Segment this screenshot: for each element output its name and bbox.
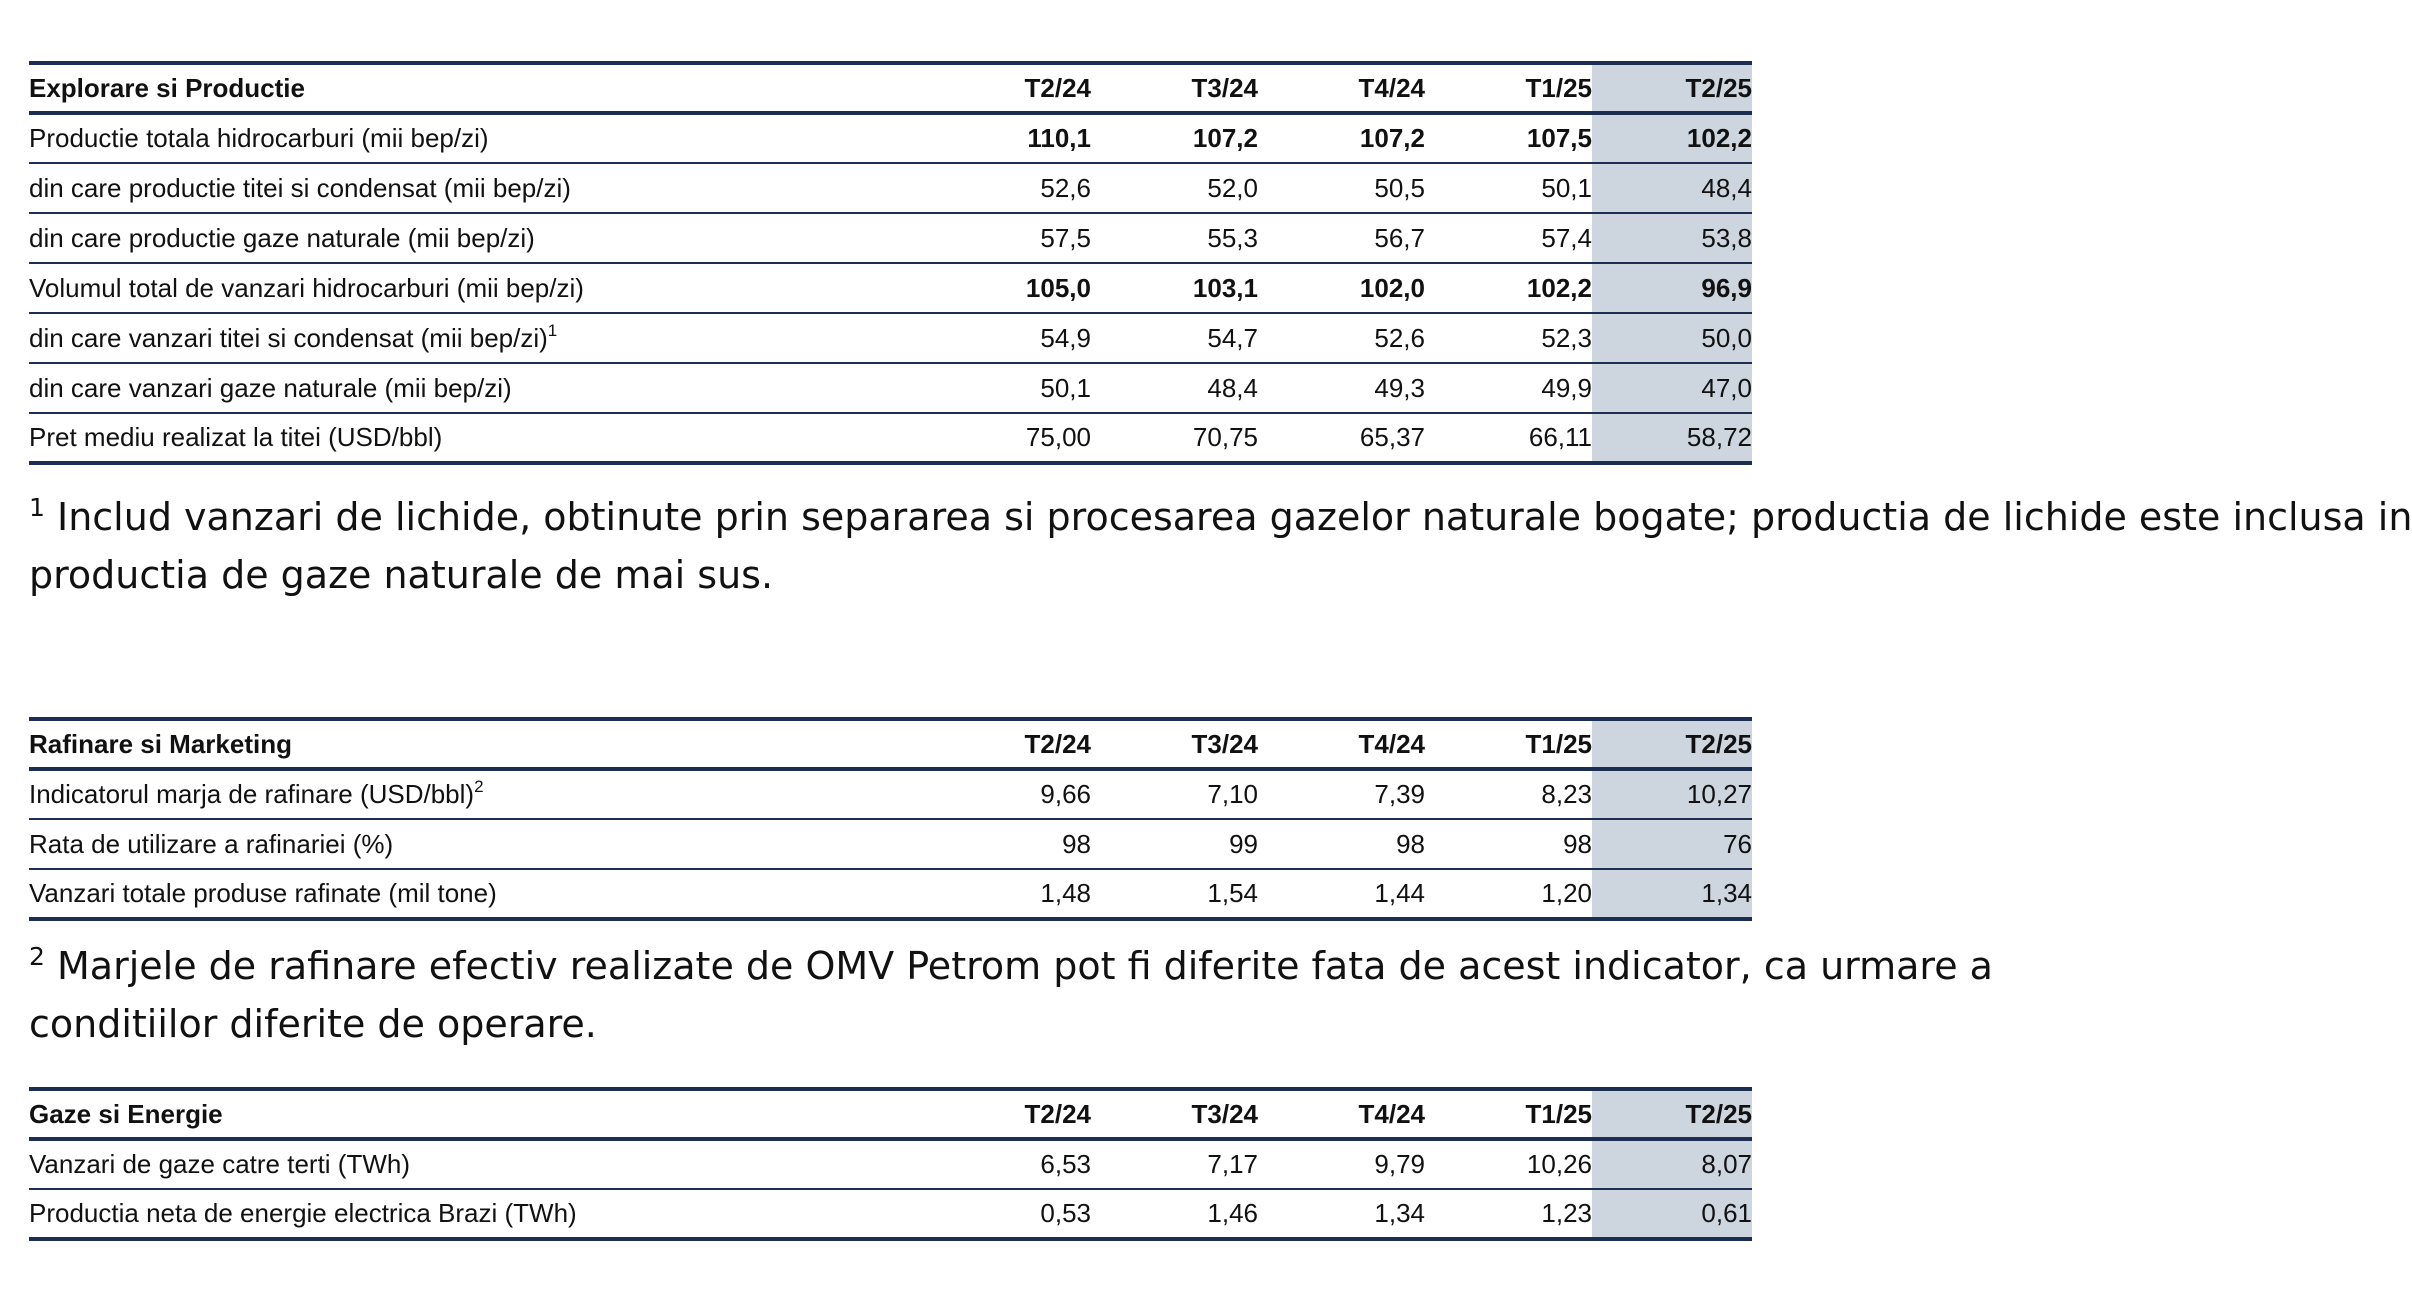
column-header-current: T2/25 bbox=[1592, 1089, 1752, 1139]
footnote-2 bbox=[29, 937, 1993, 1053]
cell-value: 57,5 bbox=[924, 213, 1091, 263]
table-header-row bbox=[29, 719, 1752, 769]
table-row bbox=[29, 163, 1752, 213]
cell-value: 49,9 bbox=[1425, 363, 1592, 413]
table-row bbox=[29, 769, 1752, 819]
cell-value: 52,6 bbox=[1258, 313, 1425, 363]
table-row bbox=[29, 869, 1752, 919]
cell-value-current: 50,0 bbox=[1592, 313, 1752, 363]
row-label-with-footnote bbox=[29, 769, 924, 819]
cell-value: 50,1 bbox=[1425, 163, 1592, 213]
table-row bbox=[29, 263, 1752, 313]
cell-value: 9,79 bbox=[1258, 1139, 1425, 1189]
cell-value: 8,23 bbox=[1425, 769, 1592, 819]
cell-value: 10,26 bbox=[1425, 1139, 1592, 1189]
row-label: Productia neta de energie electrica Brazi (TWh) bbox=[29, 1189, 924, 1239]
cell-value-current: 76 bbox=[1592, 819, 1752, 869]
cell-value: 55,3 bbox=[1091, 213, 1258, 263]
column-header: T3/24 bbox=[1091, 63, 1258, 113]
cell-value: 107,2 bbox=[1091, 113, 1258, 163]
table-row bbox=[29, 413, 1752, 463]
table-row bbox=[29, 1139, 1752, 1189]
cell-value: 1,20 bbox=[1425, 869, 1592, 919]
table-title: Gaze si Energie bbox=[29, 1089, 924, 1139]
cell-value: 110,1 bbox=[924, 113, 1091, 163]
cell-value-current: 102,2 bbox=[1592, 113, 1752, 163]
row-label: din care productie gaze naturale (mii bep/zi) bbox=[29, 213, 924, 263]
column-header: T4/24 bbox=[1258, 1089, 1425, 1139]
row-label: Pret mediu realizat la titei (USD/bbl) bbox=[29, 413, 924, 463]
cell-value: 57,4 bbox=[1425, 213, 1592, 263]
footnote-line bbox=[29, 488, 2412, 546]
row-label: din care vanzari titei si condensat (mii bep/zi) bbox=[29, 322, 548, 353]
cell-value: 107,2 bbox=[1258, 113, 1425, 163]
row-label: Productie totala hidrocarburi (mii bep/zi) bbox=[29, 113, 924, 163]
column-header: T4/24 bbox=[1258, 719, 1425, 769]
footnote-text: Includ vanzari de lichide, obtinute prin separarea si procesarea gazelor naturale bogate; productia de lichide este inclusa in bbox=[57, 495, 2412, 539]
cell-value: 98 bbox=[1425, 819, 1592, 869]
cell-value: 1,23 bbox=[1425, 1189, 1592, 1239]
cell-value: 1,54 bbox=[1091, 869, 1258, 919]
cell-value: 7,10 bbox=[1091, 769, 1258, 819]
row-label: Indicatorul marja de rafinare (USD/bbl) bbox=[29, 779, 475, 809]
row-label: Vanzari de gaze catre terti (TWh) bbox=[29, 1139, 924, 1189]
footnote-mark: 1 bbox=[29, 493, 45, 522]
table-row bbox=[29, 213, 1752, 263]
column-header: T3/24 bbox=[1091, 719, 1258, 769]
table-rafinare-marketing bbox=[29, 717, 1752, 921]
footnote-marker: 1 bbox=[547, 320, 558, 340]
cell-value-current: 10,27 bbox=[1592, 769, 1752, 819]
cell-value: 1,48 bbox=[924, 869, 1091, 919]
cell-value: 6,53 bbox=[924, 1139, 1091, 1189]
column-header: T1/25 bbox=[1425, 1089, 1592, 1139]
cell-value-current: 47,0 bbox=[1592, 363, 1752, 413]
cell-value: 99 bbox=[1091, 819, 1258, 869]
column-header: T2/24 bbox=[924, 719, 1091, 769]
cell-value: 7,17 bbox=[1091, 1139, 1258, 1189]
cell-value: 75,00 bbox=[924, 413, 1091, 463]
column-header-current: T2/25 bbox=[1592, 719, 1752, 769]
cell-value: 102,2 bbox=[1425, 263, 1592, 313]
cell-value: 54,9 bbox=[924, 313, 1091, 363]
column-header-current: T2/25 bbox=[1592, 63, 1752, 113]
cell-value: 49,3 bbox=[1258, 363, 1425, 413]
table-row bbox=[29, 313, 1752, 363]
footnote-1 bbox=[29, 488, 2412, 604]
footnote-line bbox=[29, 937, 1993, 995]
row-label: Volumul total de vanzari hidrocarburi (mii bep/zi) bbox=[29, 263, 924, 313]
cell-value: 107,5 bbox=[1425, 113, 1592, 163]
table-title: Rafinare si Marketing bbox=[29, 719, 924, 769]
row-label: Rata de utilizare a rafinariei (%) bbox=[29, 819, 924, 869]
column-header: T2/24 bbox=[924, 63, 1091, 113]
table-row bbox=[29, 819, 1752, 869]
footnote-marker: 2 bbox=[474, 777, 484, 796]
footnote-mark: 2 bbox=[29, 942, 45, 971]
cell-value: 70,75 bbox=[1091, 413, 1258, 463]
table-row bbox=[29, 1189, 1752, 1239]
cell-value: 7,39 bbox=[1258, 769, 1425, 819]
table-row bbox=[29, 363, 1752, 413]
cell-value: 50,5 bbox=[1258, 163, 1425, 213]
column-header: T2/24 bbox=[924, 1089, 1091, 1139]
cell-value: 9,66 bbox=[924, 769, 1091, 819]
table-header-row bbox=[29, 1089, 1752, 1139]
column-header: T4/24 bbox=[1258, 63, 1425, 113]
cell-value: 98 bbox=[1258, 819, 1425, 869]
cell-value-current: 58,72 bbox=[1592, 413, 1752, 463]
cell-value-current: 0,61 bbox=[1592, 1189, 1752, 1239]
cell-value-current: 1,34 bbox=[1592, 869, 1752, 919]
table-explorare-productie bbox=[29, 61, 1752, 465]
cell-value: 98 bbox=[924, 819, 1091, 869]
cell-value-current: 53,8 bbox=[1592, 213, 1752, 263]
cell-value: 103,1 bbox=[1091, 263, 1258, 313]
cell-value: 1,34 bbox=[1258, 1189, 1425, 1239]
cell-value: 1,44 bbox=[1258, 869, 1425, 919]
cell-value: 52,6 bbox=[924, 163, 1091, 213]
cell-value: 0,53 bbox=[924, 1189, 1091, 1239]
footnote-line: conditiilor diferite de operare. bbox=[29, 1002, 597, 1046]
column-header: T1/25 bbox=[1425, 719, 1592, 769]
cell-value-current: 96,9 bbox=[1592, 263, 1752, 313]
cell-value: 66,11 bbox=[1425, 413, 1592, 463]
table-row bbox=[29, 113, 1752, 163]
cell-value: 48,4 bbox=[1091, 363, 1258, 413]
column-header: T1/25 bbox=[1425, 63, 1592, 113]
table-gaze-energie bbox=[29, 1087, 1752, 1241]
cell-value: 50,1 bbox=[924, 363, 1091, 413]
cell-value: 56,7 bbox=[1258, 213, 1425, 263]
footnote-line: productia de gaze naturale de mai sus. bbox=[29, 553, 774, 597]
footnote-text: Marjele de rafinare efectiv realizate de OMV Petrom pot fi diferite fata de acest indicator, ca urmare a bbox=[57, 944, 1993, 988]
cell-value-current: 48,4 bbox=[1592, 163, 1752, 213]
cell-value: 54,7 bbox=[1091, 313, 1258, 363]
row-label: din care vanzari gaze naturale (mii bep/zi) bbox=[29, 363, 924, 413]
cell-value: 65,37 bbox=[1258, 413, 1425, 463]
cell-value: 1,46 bbox=[1091, 1189, 1258, 1239]
row-label: Vanzari totale produse rafinate (mil tone) bbox=[29, 869, 924, 919]
cell-value: 102,0 bbox=[1258, 263, 1425, 313]
table-title: Explorare si Productie bbox=[29, 63, 924, 113]
cell-value: 52,0 bbox=[1091, 163, 1258, 213]
row-label: din care productie titei si condensat (mii bep/zi) bbox=[29, 163, 924, 213]
row-label-with-footnote bbox=[29, 313, 924, 363]
column-header: T3/24 bbox=[1091, 1089, 1258, 1139]
cell-value: 105,0 bbox=[924, 263, 1091, 313]
table-header-row bbox=[29, 63, 1752, 113]
cell-value-current: 8,07 bbox=[1592, 1139, 1752, 1189]
cell-value: 52,3 bbox=[1425, 313, 1592, 363]
